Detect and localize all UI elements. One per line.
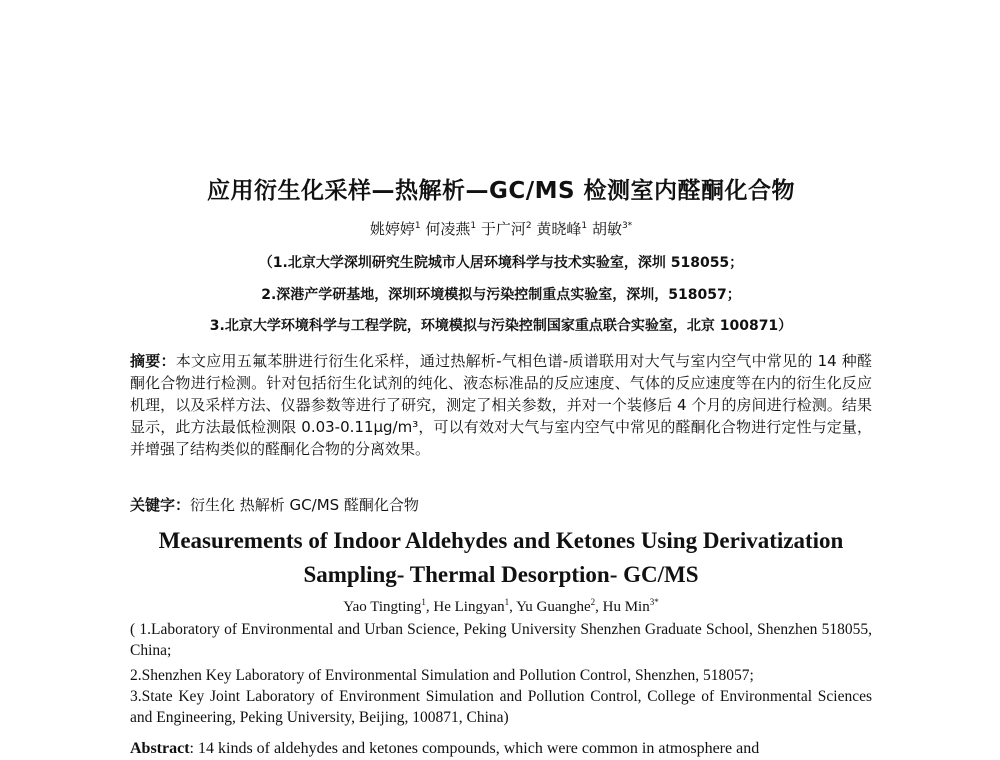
chinese-keywords-label: 关键字： xyxy=(130,496,191,514)
chinese-title: 应用衍生化采样—热解析—GC/MS 检测室内醛酮化合物 xyxy=(206,178,796,204)
english-abstract-label: Abstract xyxy=(130,740,190,757)
author-name: 胡敏 xyxy=(591,220,622,238)
author-affiliation-mark: 2 xyxy=(525,221,532,231)
chinese-abstract xyxy=(130,350,872,460)
chinese-affiliation-1: （1.北京大学深圳研究生院城市人居环境科学与技术实验室，深圳 518055； xyxy=(258,255,744,271)
author-name: Hu Min xyxy=(602,599,650,615)
chinese-abstract-label: 摘要： xyxy=(130,352,176,370)
chinese-keywords xyxy=(130,494,872,515)
chinese-authors xyxy=(130,218,872,239)
chinese-keywords-text: 衍生化 热解析 GC/MS 醛酮化合物 xyxy=(190,496,419,514)
author-affiliation-mark: 1 xyxy=(414,221,421,231)
author-name: He Lingyan xyxy=(433,599,505,615)
author-affiliation-mark: 1 xyxy=(581,221,588,231)
author-name: Yao Tingting xyxy=(343,599,422,615)
english-authors: Yao Tingting$^1$, He Lingyan$^1$, Yu Guanghe$^2$, Hu Min$^{3*}$ xyxy=(343,597,659,615)
author-affiliation-mark: 3* xyxy=(649,597,659,607)
english-abstract-start xyxy=(130,740,872,758)
chinese-affiliation-3: 3.北京大学环境科学与工程学院，环境模拟与污染控制国家重点联合实验室，北京 100871） xyxy=(209,318,793,334)
author-name: 姚婷婷 xyxy=(369,220,415,238)
english-abstract-text: : 14 kinds of aldehydes and ketones compounds, which were common in atmosphere and xyxy=(189,740,760,757)
author-affiliation-mark: 1 xyxy=(470,221,477,231)
chinese-affiliation-2: 2.深港产学研基地，深圳环境模拟与污染控制重点实验室，深圳，518057； xyxy=(261,287,741,303)
chinese-abstract-text: 本文应用五氟苯肼进行衍生化采样，通过热解析-气相色谱-质谱联用对大气与室内空气中常见的 14 种醛酮化合物进行检测。针对包括衍生化试剂的纯化、液态标准品的反应速度、气体的反应速度等在内的衍生化反应机理，以及采样方法、仪器参数等进行了研究，测定了相关参数，并对一个装修后 4 个月的房间进行检测。结果显示，此方法最低检测限 0.03-0.11μg/m³，可以有效对大气与室内空气中常见的醛酮化合物进行定性与定量，并增强了结构类似的醛酮化合物的分离效果。 xyxy=(130,352,872,458)
english-affiliation-2: 2.Shenzhen Key Laboratory of Environmental Simulation and Pollution Control, Shenzhen, 518057; xyxy=(130,667,754,684)
author-affiliation-mark: 3* xyxy=(621,221,633,231)
english-affiliation-1: ( 1.Laboratory of Environmental and Urban Science, Peking University Shenzhen Graduate School, Shenzhen 518055, China; xyxy=(130,621,872,659)
author-affiliation-mark: 1 xyxy=(421,597,426,607)
author-affiliation-mark: 1 xyxy=(504,597,510,607)
author-name: Yu Guanghe xyxy=(516,599,591,615)
author-name: 黄晓峰 xyxy=(536,220,582,238)
english-affiliation-3: 3.State Key Joint Laboratory of Environment Simulation and Pollution Control, College of Environmental Sciences and Engineering, Peking University, Beijing, 100871, China) xyxy=(130,688,872,726)
author-affiliation-mark: 2 xyxy=(590,597,596,607)
english-title-line-1: Measurements of Indoor Aldehydes and Ketones Using Derivatization xyxy=(158,528,844,553)
english-title-line-2: Sampling- Thermal Desorption- GC/MS xyxy=(303,562,699,587)
author-name: 于广河 xyxy=(480,220,526,238)
author-name: 何凌燕 xyxy=(425,220,471,238)
